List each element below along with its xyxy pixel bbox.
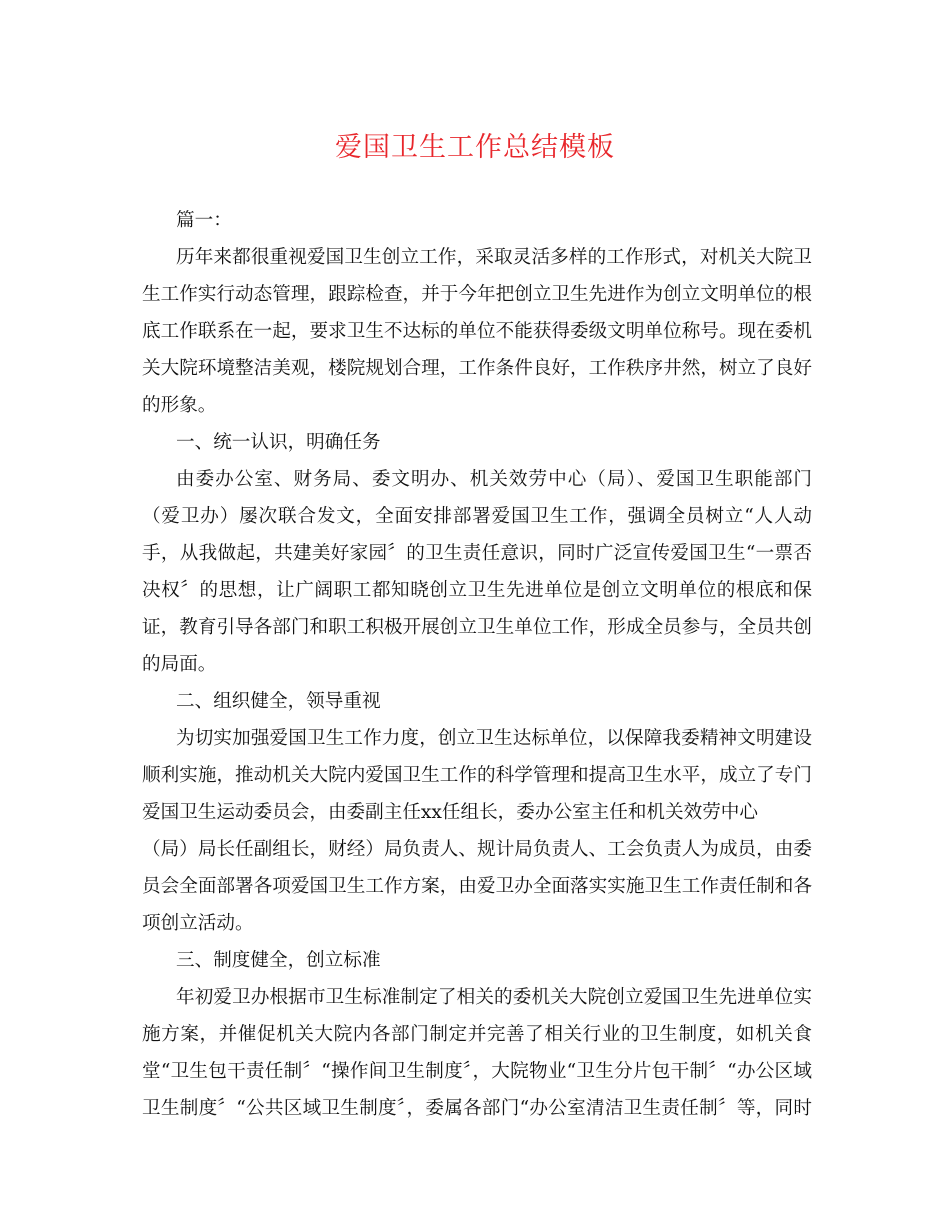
- paragraph-line: 证，教育引导各部门和职工积极开展创立卫生单位工作，形成全员参与，全员共创: [142, 617, 812, 638]
- paragraph-line: 生工作实行动态管理，跟踪检查，并于今年把创立卫生先进作为创立文明单位的根: [142, 284, 812, 305]
- paragraph-line: 顺利实施，推动机关大院内爱国卫生工作的科学管理和提高卫生水平，成立了专门: [142, 765, 812, 786]
- paragraph-line: 卫生制度〞“公共区域卫生制度〞，委属各部门“办公室清洁卫生责任制〞等，同时: [142, 1098, 812, 1119]
- paragraph-line: 为切实加强爱国卫生工作力度，创立卫生达标单位，以保障我委精神文明建设: [176, 728, 812, 749]
- paragraph-line: 项创立活动。: [142, 913, 254, 934]
- paragraph-line: （局）局长任副组长，财经）局负责人、规计局负责人、工会负责人为成员，由委: [142, 839, 812, 860]
- paragraph-line: 的局面。: [142, 654, 217, 675]
- paragraph-line: 关大院环境整洁美观，楼院规划合理，工作条件良好，工作秩序井然，树立了良好: [142, 358, 812, 379]
- paragraph-line: 由委办公室、财务局、委文明办、机关效劳中心（局）、爱国卫生职能部门: [176, 469, 812, 490]
- paragraph-line: 施方案，并催促机关大院内各部门制定并完善了相关行业的卫生制度，如机关食: [142, 1024, 812, 1045]
- paragraph-line: 手，从我做起，共建美好家园〞的卫生责任意识，同时广泛宣传爱国卫生“一票否: [142, 543, 812, 564]
- paragraph-line: 历年来都很重视爱国卫生创立工作，采取灵活多样的工作形式，对机关大院卫: [176, 247, 812, 268]
- paragraph-line: 年初爱卫办根据市卫生标准制定了相关的委机关大院创立爱国卫生先进单位实: [176, 987, 812, 1008]
- paragraph-line: 三、制度健全，创立标准: [176, 950, 381, 971]
- paragraph-line: 员会全面部署各项爱国卫生工作方案，由爱卫办全面落实实施卫生工作责任制和各: [142, 876, 812, 897]
- paragraph-line: 的形象。: [142, 395, 217, 416]
- paragraph-line: （爱卫办）屡次联合发文，全面安排部署爱国卫生工作，强调全员树立“人人动: [142, 506, 812, 527]
- paragraph-line: 二、组织健全，领导重视: [176, 691, 381, 712]
- paragraph-line: 决权〞的思想，让广阔职工都知晓创立卫生先进单位是创立文明单位的根底和保: [142, 580, 812, 601]
- document-body: [142, 202, 812, 1127]
- paragraph-line: 底工作联系在一起，要求卫生不达标的单位不能获得委级文明单位称号。现在委机: [142, 321, 812, 342]
- paragraph-line: 堂“卫生包干责任制〞“操作间卫生制度〞，大院物业“卫生分片包干制〞“办公区域: [142, 1061, 812, 1082]
- document-title: 爱国卫生工作总结模板: [335, 132, 615, 163]
- paragraph-line: 爱国卫生运动委员会，由委副主任xx任组长，委办公室主任和机关效劳中心: [142, 802, 758, 823]
- paragraph-line: 篇一：: [176, 210, 232, 231]
- paragraph-line: 一、统一认识，明确任务: [176, 432, 381, 453]
